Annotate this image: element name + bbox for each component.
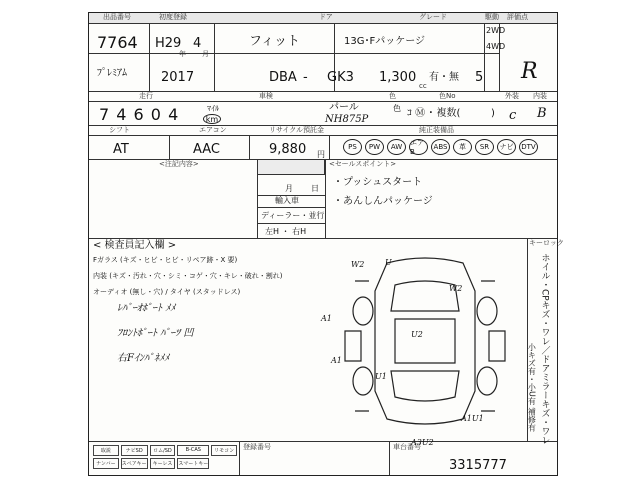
seat-count: 5 <box>475 70 484 85</box>
month-unit: 月 <box>202 50 209 58</box>
ac-value: AAC <box>193 142 220 157</box>
equipment-item: DTV <box>519 139 538 155</box>
inspector-line: オーディオ (無し・穴) / タイヤ (スタッドレス) <box>93 288 241 296</box>
inspector-line: Fガラス (キズ・ヒビ・ヒビ・リペア跡・X 要) <box>93 256 238 264</box>
reg-no-label: 登録番号 <box>243 443 271 451</box>
row-line-2 <box>89 91 557 92</box>
inspector-label: < 検査員記入欄 > <box>93 240 177 251</box>
score-label: 評価点 <box>507 13 528 21</box>
color-name: パール <box>329 102 359 113</box>
col-line-6 <box>169 135 170 159</box>
bottom-option: キーレス <box>150 458 176 469</box>
memo-dealer: ディーラー・並行 <box>261 211 325 220</box>
cc-unit: cc <box>419 82 427 90</box>
ac-label: エアコン <box>199 126 227 134</box>
equipment-item: エアB <box>409 139 428 155</box>
model-dash: - <box>303 70 308 85</box>
km-label: 走行 <box>139 92 153 100</box>
color-type: ｺ Ⓜ ･ 複数( <box>407 108 461 119</box>
equipment-item: AW <box>387 139 406 155</box>
diagram-mark: U1 <box>375 372 387 381</box>
row-line-8 <box>89 441 557 442</box>
mileage: 7 4 6 0 4 <box>99 105 180 124</box>
lot-label: 出品番号 <box>103 13 131 21</box>
interior-score: B <box>537 106 547 121</box>
ext-label: 外装 <box>505 92 519 100</box>
row-line-1 <box>89 53 499 54</box>
lot-number: 7764 <box>97 33 138 52</box>
exterior-score: c <box>509 108 517 123</box>
sales-point-list <box>333 173 433 211</box>
right-vertical-text-2: 小キズ有・小U有 補修有 <box>527 343 537 432</box>
equipment-list <box>343 139 538 155</box>
displacement: 1,300 <box>379 70 417 85</box>
equipment-item: SR <box>475 139 494 155</box>
diagram-mark: A3U2 <box>411 438 434 447</box>
memo-line-2 <box>257 207 325 208</box>
shift-label: シフト <box>109 126 130 134</box>
memo-label: <注記内容> <box>159 160 199 168</box>
inspector-line: 内装 (キズ・汚れ・穴・シミ・コゲ・穴・キレ・破れ・割れ) <box>93 272 283 280</box>
diagram-mark: W2 <box>449 284 463 293</box>
reg-month: 4 <box>193 36 202 51</box>
yen-unit: 円 <box>317 150 325 159</box>
diagram-mark: U <box>385 258 392 267</box>
premium-mark: ﾌﾟﾚﾐｱﾑ <box>97 68 127 79</box>
equip-label: 純正装備品 <box>419 126 454 134</box>
col-line-8 <box>329 135 330 159</box>
equipment-item: ナビ <box>497 139 516 155</box>
bottom-option: ナンバー <box>93 458 119 469</box>
bottom-option: スペアキー <box>121 458 148 469</box>
col-line-10 <box>325 159 326 238</box>
bottom-options <box>93 445 237 469</box>
memo-box <box>257 159 325 175</box>
car-name: フィット <box>249 34 300 49</box>
memo-handle: 左H ・ 右H <box>265 227 307 236</box>
drive-4wd: 4WD <box>486 42 506 51</box>
col-line-4 <box>484 23 485 91</box>
col-line-13 <box>389 441 390 475</box>
diagram-mark: A1U1 <box>461 414 484 423</box>
cert-label: 車検 <box>259 92 273 100</box>
model-year: 2017 <box>161 70 195 85</box>
bottom-option: B-CAS <box>177 445 209 456</box>
recycle-value: 9,880 <box>269 142 307 157</box>
chassis-number: 3315777 <box>449 458 507 473</box>
memo-import: 輸入車 <box>275 196 299 205</box>
keylock-label: キーロック <box>529 239 564 247</box>
mile-unit: ﾏｲﾙ <box>207 104 219 113</box>
color-label: 色 <box>389 92 396 100</box>
color-close: ) <box>491 108 495 119</box>
door-label: ドア <box>319 13 333 21</box>
bottom-option: ロム/SD <box>150 445 176 456</box>
inspector-lines <box>93 255 282 303</box>
year-unit: 年 <box>179 50 186 58</box>
diagram-mark: U2 <box>411 330 423 339</box>
bottom-option: スマートキー <box>177 458 209 469</box>
recycle-label: リサイクル預託金 <box>269 126 325 134</box>
chassis-no-label: 車台番号 <box>393 443 421 451</box>
diagram-mark: A1 <box>321 314 332 323</box>
bottom-option: リモコン <box>211 445 237 456</box>
drive-2wd: 2WD <box>486 26 506 35</box>
col-line-7 <box>249 135 250 159</box>
shift-value: AT <box>113 142 129 157</box>
first-reg-label: 初度登録 <box>159 13 187 21</box>
auction-sheet <box>88 12 564 476</box>
car-damage-diagram <box>325 251 525 431</box>
diagram-mark: W2 <box>351 260 365 269</box>
yes-no: 有・無 <box>429 72 459 83</box>
int-label: 内装 <box>533 92 547 100</box>
diagram-mark: A1 <box>331 356 342 365</box>
sales-point-item: ・あんしんパッケージ <box>333 196 433 207</box>
model-code: GK3 <box>327 70 354 85</box>
equipment-item: ABS <box>431 139 450 155</box>
row-line-3 <box>89 101 557 102</box>
overall-score: R <box>521 59 538 84</box>
col-line-12 <box>239 441 240 475</box>
drive-label: 駆動 <box>485 13 499 21</box>
equipment-item: 革 <box>453 139 472 155</box>
grade-label: グレード <box>419 13 447 21</box>
km-unit-circled: km <box>203 114 221 124</box>
handwritten-note: 右Fｲﾝﾊﾟﾈﾒﾒ <box>117 353 169 364</box>
era-year: H29 <box>155 36 182 51</box>
row-line-7 <box>89 238 557 239</box>
color-mark: 色 <box>393 104 401 113</box>
memo-day: 日 <box>311 184 319 193</box>
color-code: NH875P <box>325 114 369 125</box>
handwritten-notes <box>117 299 193 374</box>
col-line-1 <box>149 23 150 91</box>
bottom-option: ナビSD <box>121 445 148 456</box>
sales-point-label: <セールスポイント> <box>329 160 397 168</box>
sales-point-item: ・プッシュスタート <box>333 177 423 188</box>
col-line-2 <box>214 23 215 91</box>
handwritten-note: ﾌﾛﾝﾄﾎﾟｰﾄ ﾊﾟｰﾂ 凹 <box>117 328 194 339</box>
memo-line-3 <box>257 223 325 224</box>
row-line-5 <box>89 135 557 136</box>
color-no-label: 色No <box>439 92 456 100</box>
model-prefix: DBA <box>269 70 297 85</box>
memo-month: 月 <box>285 184 293 193</box>
grade: 13G･Fパッケージ <box>344 36 426 47</box>
handwritten-note: ﾚﾊﾞｰｵﾎﾟｰﾄ ﾒﾒ <box>117 303 176 314</box>
equipment-item: PS <box>343 139 362 155</box>
bottom-option: 取説 <box>93 445 119 456</box>
equipment-item: PW <box>365 139 384 155</box>
right-vertical-text: ホイル・CPキズ・ワレ／ドアミラーキズ・ワレ <box>539 253 550 445</box>
